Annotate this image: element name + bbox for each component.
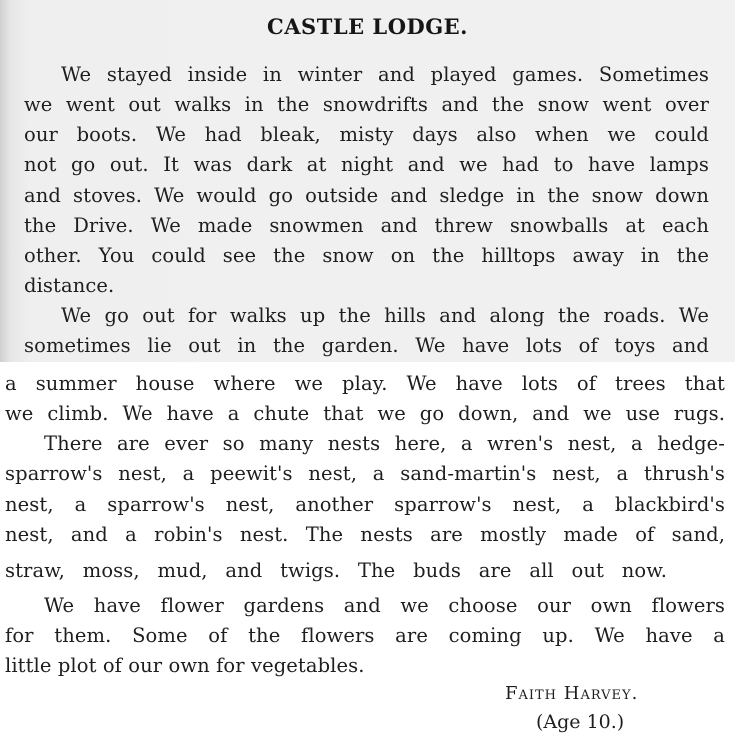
text-line: little plot of our own for vegetables. — [5, 654, 365, 677]
text-line: sparrow's nest, a peewit's nest, a sand-martin's nest, a thrush's — [5, 462, 725, 485]
text-line: we climb. We have a chute that we go down, and we use rugs. — [5, 402, 725, 425]
text-line: We have flower gardens and we choose our own flowers — [44, 594, 725, 617]
text-line: distance. — [24, 274, 115, 297]
author-name: Faith Harvey. — [505, 683, 639, 704]
text-line: other. You could see the snow on the hilltops away in the — [24, 244, 709, 267]
text-line: not go out. It was dark at night and we had to have lamps — [24, 153, 709, 176]
text-line: the Drive. We made snowmen and threw snowballs at each — [24, 214, 709, 237]
text-line: and stoves. We would go outside and sledge in the snow down — [24, 184, 709, 207]
text-line: our boots. We had bleak, misty days also when we could — [24, 123, 709, 146]
text-line: we went out walks in the snowdrifts and the snow went over — [24, 93, 709, 116]
text-line: We go out for walks up the hills and along the roads. We — [61, 304, 709, 327]
text-line: There are ever so many nests here, a wren's nest, a hedge- — [44, 432, 725, 455]
page-title: CASTLE LODGE. — [267, 14, 468, 39]
text-line: sometimes lie out in the garden. We have lots of toys and — [24, 334, 709, 357]
text-line: nest, and a robin's nest. The nests are mostly made of sand, — [5, 523, 725, 546]
text-line: straw, moss, mud, and twigs. The buds are all out now. — [5, 559, 667, 582]
text-line: We stayed inside in winter and played games. Sometimes — [61, 63, 709, 86]
text-line: nest, a sparrow's nest, another sparrow's nest, a blackbird's — [5, 493, 725, 516]
text-line: for them. Some of the flowers are coming up. We have a — [5, 624, 725, 647]
text-line: a summer house where we play. We have lots of trees that — [5, 372, 725, 395]
author-age: (Age 10.) — [536, 711, 625, 733]
